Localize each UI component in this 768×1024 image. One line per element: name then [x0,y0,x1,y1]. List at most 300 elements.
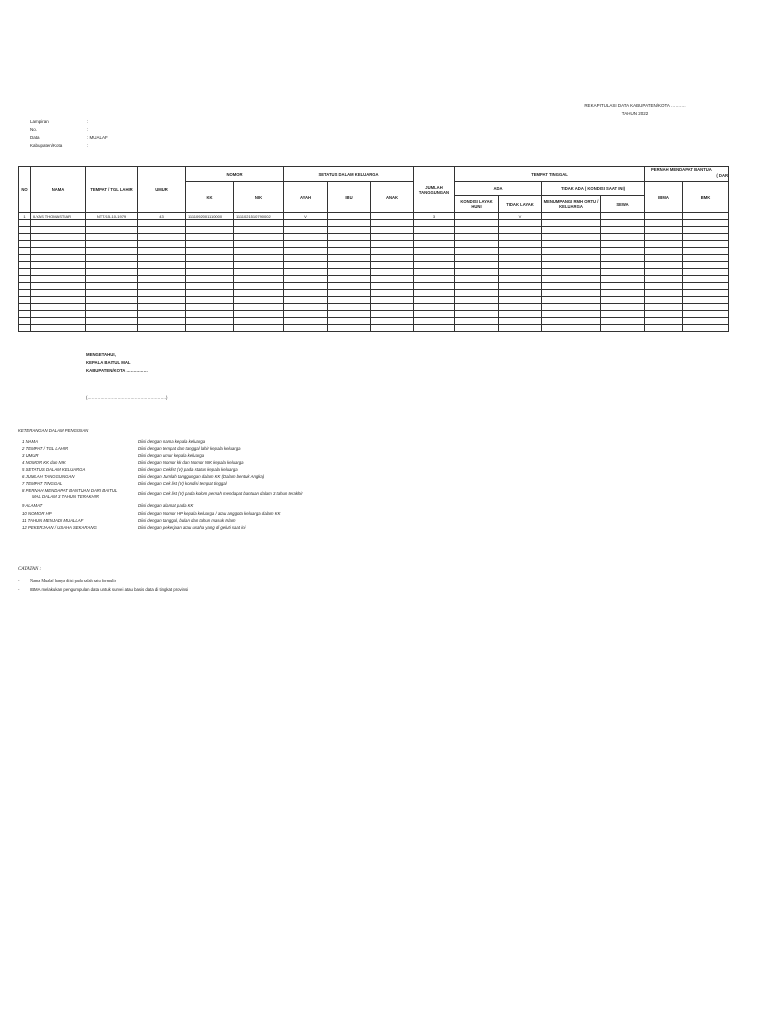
table-cell-empty [371,234,414,241]
table-cell-empty [186,318,234,325]
table-cell-empty [86,304,138,311]
table-cell-empty [138,283,186,290]
note-item [22,518,83,523]
table-cell-empty [455,283,499,290]
table-cell-empty [601,234,645,241]
cell-nik: 1111021510790002 [234,213,284,220]
col-jumlah [414,167,455,213]
table-cell-empty [234,241,284,248]
table-cell-empty [499,325,542,332]
table-cell-empty [328,283,371,290]
note-item [22,474,74,479]
table-cell-empty [328,241,371,248]
table-cell-empty [138,241,186,248]
table-cell-empty [683,304,729,311]
table-cell-empty [19,318,31,325]
note-desc: Diisi dengan nama kepala keluarga [138,439,206,444]
table-cell-empty [19,297,31,304]
meta-label: Lampiran [30,119,49,124]
cell-jumlah: 3 [414,213,455,220]
note-desc: Diisi dengan Cek list (V) kondisi tempat tinggal [138,481,227,486]
table-cell-empty [31,325,86,332]
table-cell-empty [284,325,328,332]
cell-ibu [328,213,371,220]
cell-tidak-layak: V [499,213,542,220]
table-cell-empty [186,234,234,241]
table-cell-empty [31,234,86,241]
table-cell-empty [414,248,455,255]
table-cell-empty [328,290,371,297]
report-title-line1: REKAPITULASI DATA KABUPATEN/KOTA ………. [584,103,686,108]
table-cell-empty [601,325,645,332]
table-cell-empty [683,318,729,325]
catatan-text: IBMA melakukan pengumpulan data untuk survei atau basis data di tingkat provinsi [30,587,189,592]
table-cell-empty [138,234,186,241]
note-desc: Diisi dengan Cek list (V) pada kolom pernah mendapat bantuan dalam 3 tahun terakhir [138,491,303,496]
table-cell-empty [328,220,371,227]
table-cell-empty [138,290,186,297]
col-nik: NIK [234,182,284,213]
table-cell-empty [31,269,86,276]
table-cell-empty [328,255,371,262]
table-cell-empty [138,276,186,283]
table-cell-empty [186,255,234,262]
col-sewa: SEWA [601,196,645,213]
col-anak: ANAK [371,182,414,213]
table-cell-empty [601,227,645,234]
table-cell-empty [414,227,455,234]
table-cell-empty [31,241,86,248]
table-cell-empty [499,318,542,325]
note-desc: Diisi dengan alamat pada KK [138,503,194,508]
table-row-empty [19,220,729,227]
table-cell-empty [19,248,31,255]
table-cell-empty [328,276,371,283]
table-cell-empty [542,311,601,318]
table-cell-empty [138,255,186,262]
table-cell-empty [371,220,414,227]
table-row-empty [19,318,729,325]
table-cell-empty [601,276,645,283]
table-cell-empty [542,276,601,283]
table-cell-empty [371,311,414,318]
table-cell-empty [186,304,234,311]
table-cell-empty [499,255,542,262]
table-cell-empty [683,283,729,290]
col-status: SETATUS DALAM KELUARGA [284,167,414,182]
note-item [22,467,85,472]
table-cell-empty [186,283,234,290]
table-cell-empty [86,311,138,318]
signature-line3: KABUPATEN/KOTA …………… [86,368,148,373]
col-ibu: IBU [328,182,371,213]
table-row-empty [19,283,729,290]
table-cell-empty [371,227,414,234]
meta-label: Kabupaten/Kota [30,143,63,148]
table-cell-empty [138,262,186,269]
table-cell-empty [86,269,138,276]
notes-title: KETERANGAN DALAM PENGISIAN [18,428,89,433]
table-cell-empty [683,241,729,248]
table-cell-empty [414,283,455,290]
table-cell-empty [31,220,86,227]
cell-ibma [645,213,683,220]
table-row-empty [19,311,729,318]
table-cell-empty [31,311,86,318]
cell-bmk [683,213,729,220]
meta-label: Data [30,135,40,140]
cell-ayah: V [284,213,328,220]
table-cell-empty [284,220,328,227]
note-label: 6 JUMLAH TANGGUNGAN [22,474,75,479]
col-nomor: NOMOR [186,167,284,182]
table-cell-empty [455,290,499,297]
table-row-empty [19,290,729,297]
meta-row [30,126,108,134]
cell-ttl: NTT/15-10-1979 [86,213,138,220]
cell-umur: 43 [138,213,186,220]
table-cell-empty [542,227,601,234]
note-item [22,453,38,458]
note-item [22,439,38,444]
table-cell-empty [683,311,729,318]
table-row-empty [19,227,729,234]
table-cell-empty [86,227,138,234]
table-cell-empty [645,234,683,241]
table-cell-empty [601,220,645,227]
meta-sep: : [87,119,89,124]
table-cell-empty [19,255,31,262]
table-row-empty [19,297,729,304]
table-cell-empty [31,248,86,255]
table-cell-empty [284,255,328,262]
table-cell-empty [499,304,542,311]
table-cell-empty [601,304,645,311]
table-cell-empty [328,318,371,325]
table-cell-empty [186,325,234,332]
table-row-empty [19,234,729,241]
table-cell-empty [19,220,31,227]
table-cell-empty [19,276,31,283]
table-cell-empty [19,290,31,297]
table-cell-empty [234,220,284,227]
table-cell-empty [683,276,729,283]
rekap-table [18,166,729,332]
table-cell-empty [284,234,328,241]
table-cell-empty [284,227,328,234]
cell-anak [371,213,414,220]
table-cell-empty [138,318,186,325]
table-cell-empty [455,262,499,269]
table-cell-empty [31,297,86,304]
table-cell-empty [234,325,284,332]
table-cell-empty [234,318,284,325]
col-tidak-ada: TIDAK ADA ( KONDISI SAAT INI) [542,182,645,196]
table-cell-empty [186,262,234,269]
table-cell-empty [371,318,414,325]
table-cell-empty [234,297,284,304]
table-cell-empty [499,227,542,234]
table-cell-empty [542,255,601,262]
table-cell-empty [455,241,499,248]
table-cell-empty [138,297,186,304]
table-cell-empty [31,318,86,325]
table-cell-empty [19,269,31,276]
table-row-empty [19,241,729,248]
table-cell-empty [499,311,542,318]
table-cell-empty [542,325,601,332]
table-cell-empty [86,234,138,241]
table-cell-empty [601,248,645,255]
table-cell-empty [234,234,284,241]
report-title-line2: TAHUN 2022 [621,111,649,116]
table-cell-empty [31,227,86,234]
table-cell-empty [601,297,645,304]
table-cell-empty [138,304,186,311]
note-label: 12 PEKERJAAN / USAHA SEKARANG [22,525,97,530]
table-row-empty [19,248,729,255]
table-cell-empty [234,311,284,318]
table-cell-empty [645,318,683,325]
cell-sewa [601,213,645,220]
table-cell-empty [499,234,542,241]
table-cell-empty [284,276,328,283]
cell-menumpang [542,213,601,220]
table-cell-empty [186,276,234,283]
table-cell-empty [138,248,186,255]
table-cell-empty [284,262,328,269]
table-cell-empty [645,262,683,269]
note-item [22,460,66,465]
table-cell-empty [455,248,499,255]
table-cell-empty [86,276,138,283]
table-cell-empty [414,255,455,262]
note-item [22,511,52,516]
table-cell-empty [645,325,683,332]
note-item [22,481,62,486]
table-cell-empty [31,304,86,311]
table-cell-empty [186,311,234,318]
table-cell-empty [138,220,186,227]
table-cell-empty [328,269,371,276]
table-cell-empty [371,304,414,311]
table-cell-empty [19,311,31,318]
note-label: 2 TEMPAT / TGL LAHIR [22,446,69,451]
table-cell-empty [371,262,414,269]
table-cell-empty [645,255,683,262]
col-tempat-tinggal: TEMPAT TINGGAL [455,167,645,182]
cell-no: 1 [19,213,31,220]
col-bmk: BMK [683,182,729,213]
table-cell-empty [186,297,234,304]
note-item [22,525,97,530]
table-cell-empty [455,220,499,227]
table-cell-empty [31,255,86,262]
table-cell-empty [542,318,601,325]
table-cell-empty [284,318,328,325]
table-cell-empty [328,311,371,318]
table-cell-empty [455,311,499,318]
table-cell-empty [234,269,284,276]
table-cell-empty [414,241,455,248]
table-cell-empty [234,276,284,283]
table-cell-empty [645,220,683,227]
col-tidak-layak: TIDAK LAYAK [499,196,542,213]
col-layak-label: KONDISI LAYAK HUNI [460,199,493,209]
col-pernah [645,167,729,182]
table-cell-empty [328,234,371,241]
table-cell-empty [19,234,31,241]
table-cell-empty [371,283,414,290]
table-cell-empty [19,262,31,269]
col-umur: UMUR [138,167,186,213]
table-cell-empty [542,269,601,276]
table-cell-empty [645,227,683,234]
table-cell-empty [542,283,601,290]
table-cell-empty [86,325,138,332]
table-cell-empty [601,311,645,318]
signature-block [86,351,148,375]
table-cell-empty [542,241,601,248]
col-kk: KK [186,182,234,213]
table-cell-empty [455,227,499,234]
table-cell-empty [186,241,234,248]
table-cell-empty [414,304,455,311]
table-cell-empty [542,262,601,269]
note-label: 8 PERNAH MENDAPAT BANTUAN DARI BAITUL [22,488,118,493]
note-label: 9 ALAMAT [22,503,43,508]
table-cell-empty [499,220,542,227]
table-cell-empty [645,311,683,318]
cell-nama: ILYAS THOMASTIAR [31,213,86,220]
table-cell-empty [683,248,729,255]
table-cell-empty [601,283,645,290]
table-cell-empty [328,297,371,304]
table-cell-empty [284,290,328,297]
table-cell-empty [414,220,455,227]
table-cell-empty [284,248,328,255]
table-cell-empty [234,262,284,269]
table-cell-empty [86,297,138,304]
table-cell-empty [284,283,328,290]
table-cell-empty [371,325,414,332]
table-cell-empty [371,276,414,283]
table-cell-empty [186,290,234,297]
table-cell-empty [683,269,729,276]
note-label: 3 UMUR [22,453,39,458]
meta-value: MUALAF [89,135,108,140]
table-cell-empty [19,241,31,248]
note-item-cont: MAL DALAM 3 TAHUN TERAKHIR [32,494,99,499]
table-cell-empty [645,304,683,311]
table-cell-empty [683,255,729,262]
table-cell-empty [645,269,683,276]
table-cell-empty [683,297,729,304]
table-cell-empty [645,297,683,304]
table-cell-empty [414,276,455,283]
catatan-bullet: - [18,587,20,592]
note-label: 10 NOMOR HP [22,511,52,516]
col-ayah: AYAH [284,182,328,213]
table-cell-empty [31,262,86,269]
table-cell-empty [414,269,455,276]
table-cell-empty [284,311,328,318]
table-cell-empty [455,297,499,304]
table-cell-empty [31,283,86,290]
table-cell-empty [683,234,729,241]
signature-line2: KEPALA BAITUL MAL [86,360,131,365]
col-layak [455,196,499,213]
catatan-item [18,578,116,583]
table-row-empty [19,262,729,269]
table-cell-empty [499,276,542,283]
meta-sep: : [87,143,89,148]
table-cell-empty [234,248,284,255]
table-cell-empty [499,269,542,276]
table-cell-empty [371,248,414,255]
table-cell-empty [371,269,414,276]
table-cell-empty [683,325,729,332]
table-cell-empty [414,311,455,318]
table-cell-empty [542,220,601,227]
table-cell-empty [328,325,371,332]
note-desc: Diisi dengan tempat dan tanggal lahir kepala keluarga [138,446,241,451]
table-cell-empty [645,248,683,255]
table-cell-empty [371,255,414,262]
note-desc: Diisi dengan Nomor kk dan Nomor NIK kepala keluarga [138,460,244,465]
note-item [22,488,117,493]
catatan-item [18,587,188,592]
note-item [22,503,42,508]
table-cell-empty [234,283,284,290]
table-cell-empty [455,318,499,325]
table-cell-empty [601,290,645,297]
table-cell-empty [499,283,542,290]
table-cell-empty [455,304,499,311]
table-row [19,213,729,220]
notes-list [22,439,422,549]
table-cell-empty [645,241,683,248]
note-label: 7 TEMPAT TINGGAL [22,481,63,486]
report-title [570,103,700,116]
table-cell-empty [234,227,284,234]
meta-sep: : [87,135,89,140]
cell-kk: 1111092001110000 [186,213,234,220]
table-row-empty [19,255,729,262]
table-cell-empty [86,290,138,297]
catatan-title: CATATAN : [18,567,42,572]
meta-sep: : [87,127,89,132]
table-cell-empty [234,255,284,262]
table-cell-empty [138,269,186,276]
table-row-empty [19,325,729,332]
table-cell-empty [19,227,31,234]
table-cell-empty [683,290,729,297]
table-row-empty [19,304,729,311]
table-cell-empty [284,241,328,248]
table-cell-empty [455,276,499,283]
col-no: NO [19,167,31,213]
table-cell-empty [328,227,371,234]
empty-rows [19,220,729,332]
table-cell-empty [19,325,31,332]
meta-label: No. [30,127,38,132]
table-cell-empty [414,262,455,269]
table-cell-empty [86,262,138,269]
table-cell-empty [414,297,455,304]
signature-name-line: (……………………………………………….) [86,395,168,400]
table-cell-empty [86,220,138,227]
